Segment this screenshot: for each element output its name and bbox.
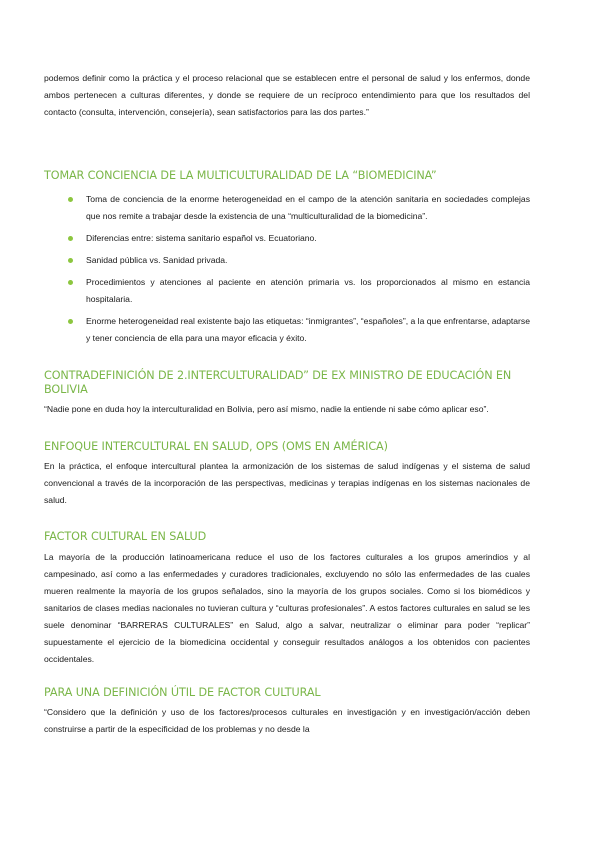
- bullet-item: [44, 252, 530, 269]
- bullet-text: Sanidad pública vs. Sanidad privada.: [86, 255, 228, 265]
- green-dot-bullet-icon: [68, 319, 73, 324]
- bullet-text: Diferencias entre: sistema sanitario español vs. Ecuatoriano.: [86, 233, 317, 243]
- section-heading-enfoque-intercultural: ENFOQUE INTERCULTURAL EN SALUD, OPS (OMS EN AMÉRICA): [44, 440, 388, 453]
- contradefinicion-paragraph: “Nadie pone en duda hoy la interculturalidad en Bolivia, pero así mismo, nadie la entiende ni sabe cómo aplicar eso”.: [44, 404, 489, 414]
- definicion-util-paragraph: “Considero que la definición y uso de los factores/procesos culturales en investigación y en investigación/acción deben construirse a partir de la especificidad de los problemas y no desde la: [44, 707, 530, 734]
- bullet-text: Enorme heterogeneidad real existente bajo las etiquetas: “inmigrantes”, “españoles”, a la que enfrentarse, adaptarse y tener conciencia de ella para una mayor eficacia y éxito.: [86, 316, 530, 343]
- bullet-item: [44, 274, 530, 308]
- bullet-text: Toma de conciencia de la enorme heterogeneidad en el campo de la atención sanitaria en sociedades complejas que nos remite a trabajar desde la existencia de una “multiculturalidad de la biomedicina”.: [86, 194, 530, 221]
- enfoque-intercultural-paragraph: En la práctica, el enfoque intercultural plantea la armonización de los sistemas de salud indígenas y el sistema de salud convencional a través de la incorporación de las perspectivas, medicinas y terapias indígenas en los sistemas nacionales de salud.: [44, 461, 530, 505]
- factor-cultural-paragraph: La mayoría de la producción latinoamericana reduce el uso de los factores culturales a los grupos amerindios y al campesinado, así como a las enfermedades y curadores tradicionales, excluyendo no sólo las enfermedades de las cuales mueren realmente la mayoría de los grupos señalados, sino la mayoría de los grupos sociales. Como si los biomédicos y sanitarios de clases medias nacionales no tuvieran cultura y “culturas profesionales”. A estos factores culturales en salud se les suele denominar “BARRERAS CULTURALES” en Salud, algo a salvar, neutralizar o eliminar para poder “replicar” supuestamente el ejercicio de la biomedicina occidental y conseguir resultados análogos a los obtenidos con pacientes occidentales.: [44, 552, 530, 664]
- green-dot-bullet-icon: [68, 258, 73, 263]
- intro-paragraph: podemos definir como la práctica y el proceso relacional que se establecen entre el personal de salud y los enfermos, donde ambos pertenecen a culturas diferentes, y donde se requiere de un recíproco entendimiento para que los resultados del contacto (consulta, intervención, consejería), sean satisfactorios para las dos partes.”: [44, 73, 530, 117]
- multiculturalidad-bullet-list: [44, 191, 530, 347]
- bullet-item: [44, 313, 530, 347]
- section-heading-multiculturalidad: TOMAR CONCIENCIA DE LA MULTICULTURALIDAD DE LA “BIOMEDICINA”: [44, 169, 437, 182]
- bullet-text: Procedimientos y atenciones al paciente en atención primaria vs. los proporcionados al mismo en estancia hospitalaria.: [86, 277, 530, 304]
- bullet-item: [44, 230, 530, 247]
- section-heading-contradefinicion: CONTRADEFINICIÓN DE 2.INTERCULTURALIDAD” DE EX MINISTRO DE EDUCACIÓN EN BOLIVIA: [44, 369, 512, 396]
- green-dot-bullet-icon: [68, 236, 73, 241]
- green-dot-bullet-icon: [68, 197, 73, 202]
- document-page: [44, 70, 530, 738]
- green-dot-bullet-icon: [68, 280, 73, 285]
- bullet-item: [44, 191, 530, 225]
- section-heading-definicion-util: PARA UNA DEFINICIÓN ÚTIL DE FACTOR CULTURAL: [44, 686, 321, 699]
- section-heading-factor-cultural: FACTOR CULTURAL EN SALUD: [44, 530, 207, 543]
